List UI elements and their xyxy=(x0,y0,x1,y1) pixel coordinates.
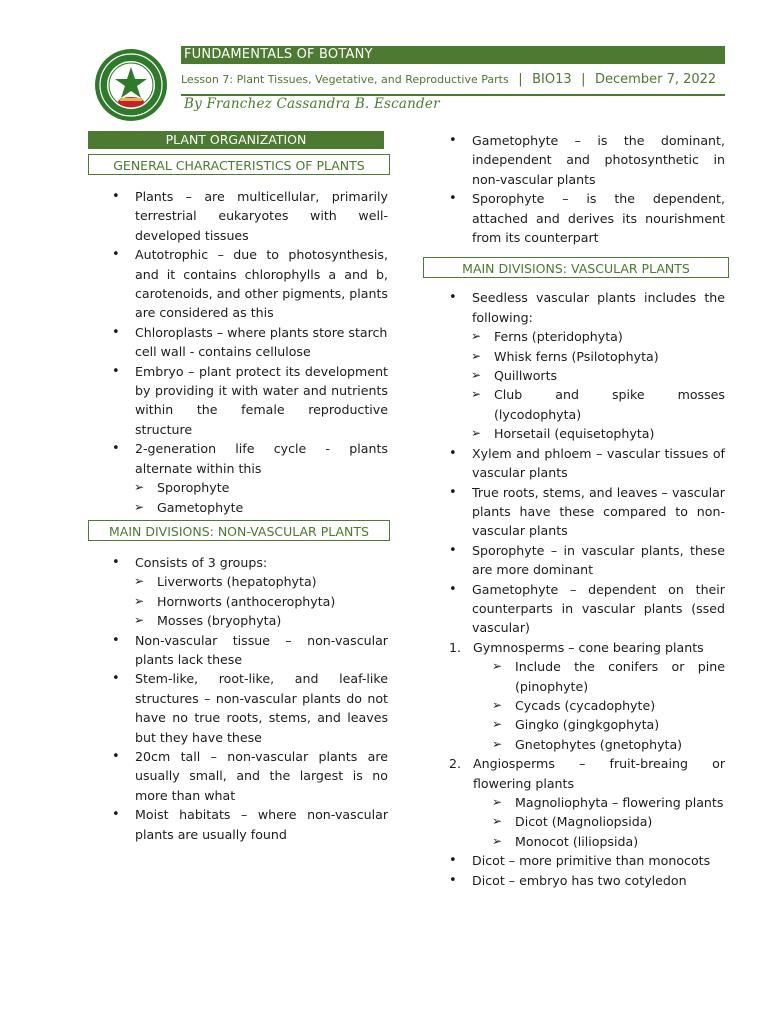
lesson-info-line xyxy=(181,70,725,96)
seed-plant-groups xyxy=(425,638,725,657)
sub-item: ➢ Sporophyte xyxy=(112,478,388,497)
university-seal-logo xyxy=(94,48,168,122)
vascular-list xyxy=(425,288,725,327)
vascular-details xyxy=(425,444,725,638)
separator: | xyxy=(518,72,523,87)
list-item: • Gametophyte – is the dominant, independent and photosynthetic in non-vascular plants xyxy=(425,131,725,189)
list-item: • 20cm tall – non-vascular plants are usually small, and the largest is no more than what xyxy=(88,747,388,805)
section-title: PLANT ORGANIZATION xyxy=(88,131,384,149)
sub-item: ➢ Gnetophytes (gnetophyta) xyxy=(470,735,725,754)
list-item: • Sporophyte – in vascular plants, these are more dominant xyxy=(425,541,725,580)
list-item: • Xylem and phloem – vascular tissues of vascular plants xyxy=(425,444,725,483)
sub-item: ➢ Monocot (liliopsida) xyxy=(470,832,725,851)
list-item xyxy=(88,323,388,362)
numbered-item xyxy=(425,754,725,793)
sub-item: ➢ Gingko (gingkgophyta) xyxy=(470,715,725,734)
non-vascular-groups xyxy=(88,572,388,630)
item-number: 1. xyxy=(449,639,462,655)
list-item: • Plants – are multicellular, primarily terrestrial eukaryotes with well-developed tissues xyxy=(88,187,388,245)
lesson-date: December 7, 2022 xyxy=(595,72,717,87)
list-item: • 2-generation life cycle - plants alternate within this xyxy=(88,439,388,478)
sub-item: ➢ Magnoliophyta – flowering plants xyxy=(470,793,725,812)
seed-plant-groups xyxy=(425,754,725,793)
course-code: BIO13 xyxy=(532,72,572,87)
list-item: • Embryo – plant protect its development by providing it with water and nutrients within the female reproductive structure xyxy=(88,362,388,440)
gymnosperm-sublist xyxy=(425,657,725,754)
dicot-list xyxy=(425,851,725,890)
general-characteristics-list xyxy=(88,187,388,478)
author-line: By Franchez Cassandra B. Escander xyxy=(184,96,440,112)
list-item: • Gametophyte – dependent on their counterparts in vascular plants (ssed vascular) xyxy=(425,580,725,638)
list-item-text: cell wall - contains cellulose xyxy=(135,344,311,360)
sub-item: ➢ Quillworts xyxy=(449,366,725,385)
sub-item: ➢ Hornworts (anthocerophyta) xyxy=(112,592,388,611)
list-item: • Non-vascular tissue – non-vascular plants lack these xyxy=(88,631,388,670)
left-column xyxy=(88,131,388,844)
list-item: • Consists of 3 groups: xyxy=(88,553,388,572)
document-title: FUNDAMENTALS OF BOTANY xyxy=(181,46,725,64)
sub-item: ➢ Gametophyte xyxy=(112,498,388,517)
item-text: Gymnosperms – cone bearing plants xyxy=(473,639,704,655)
list-item: • Seedless vascular plants includes the following: xyxy=(425,288,725,327)
angiosperm-sublist xyxy=(425,793,725,851)
vascular-heading: MAIN DIVISIONS: VASCULAR PLANTS xyxy=(423,257,729,278)
sub-item: ➢ Mosses (bryophyta) xyxy=(112,611,388,630)
sub-item: ➢ Include the conifers or pine (pinophyte) xyxy=(470,657,725,696)
list-item: • Moist habitats – where non-vascular plants are usually found xyxy=(88,805,388,844)
list-item: • Stem-like, root-like, and leaf-like structures – non-vascular plants do not have no true roots, stems, and leaves but they have these xyxy=(88,669,388,747)
generation-list xyxy=(425,131,725,247)
list-item-text: Chloroplasts – where plants store starch xyxy=(135,324,388,340)
item-text: Angiosperms – fruit-breaing or flowering plants xyxy=(473,756,725,791)
non-vascular-heading: MAIN DIVISIONS: NON-VASCULAR PLANTS xyxy=(88,520,390,541)
sub-item: ➢ Club and spike mosses (lycodophyta) xyxy=(449,385,725,424)
general-characteristics-heading: GENERAL CHARACTERISTICS OF PLANTS xyxy=(88,154,390,175)
lesson-title: Lesson 7: Plant Tissues, Vegetative, and Reproductive Parts xyxy=(181,73,509,86)
list-item: • Dicot – embryo has two cotyledon xyxy=(425,871,725,890)
sub-item: ➢ Liverworts (hepatophyta) xyxy=(112,572,388,591)
list-item: • True roots, stems, and leaves – vascular plants have these compared to non-vascular plants xyxy=(425,483,725,541)
list-item: • Dicot – more primitive than monocots xyxy=(425,851,725,870)
sub-item: ➢ Cycads (cycadophyte) xyxy=(470,696,725,715)
numbered-item xyxy=(425,638,725,657)
non-vascular-list xyxy=(88,553,388,572)
separator: | xyxy=(581,72,586,87)
list-item: • Autotrophic – due to photosynthesis, and it contains chlorophylls a and b, carotenoids, and other pigments, plants are considered as this xyxy=(88,245,388,323)
item-number: 2. xyxy=(449,756,462,772)
right-column xyxy=(425,131,725,890)
sub-item: ➢ Dicot (Magnoliopsida) xyxy=(470,812,725,831)
sub-item: ➢ Whisk ferns (Psilotophyta) xyxy=(449,347,725,366)
non-vascular-details xyxy=(88,631,388,844)
sub-item: ➢ Horsetail (equisetophyta) xyxy=(449,424,725,443)
list-item: • Sporophyte – is the dependent, attached and derives its nourishment from its counterpart xyxy=(425,189,725,247)
sub-item: ➢ Ferns (pteridophyta) xyxy=(449,327,725,346)
life-cycle-sublist xyxy=(88,478,388,517)
seedless-sublist xyxy=(425,327,725,443)
